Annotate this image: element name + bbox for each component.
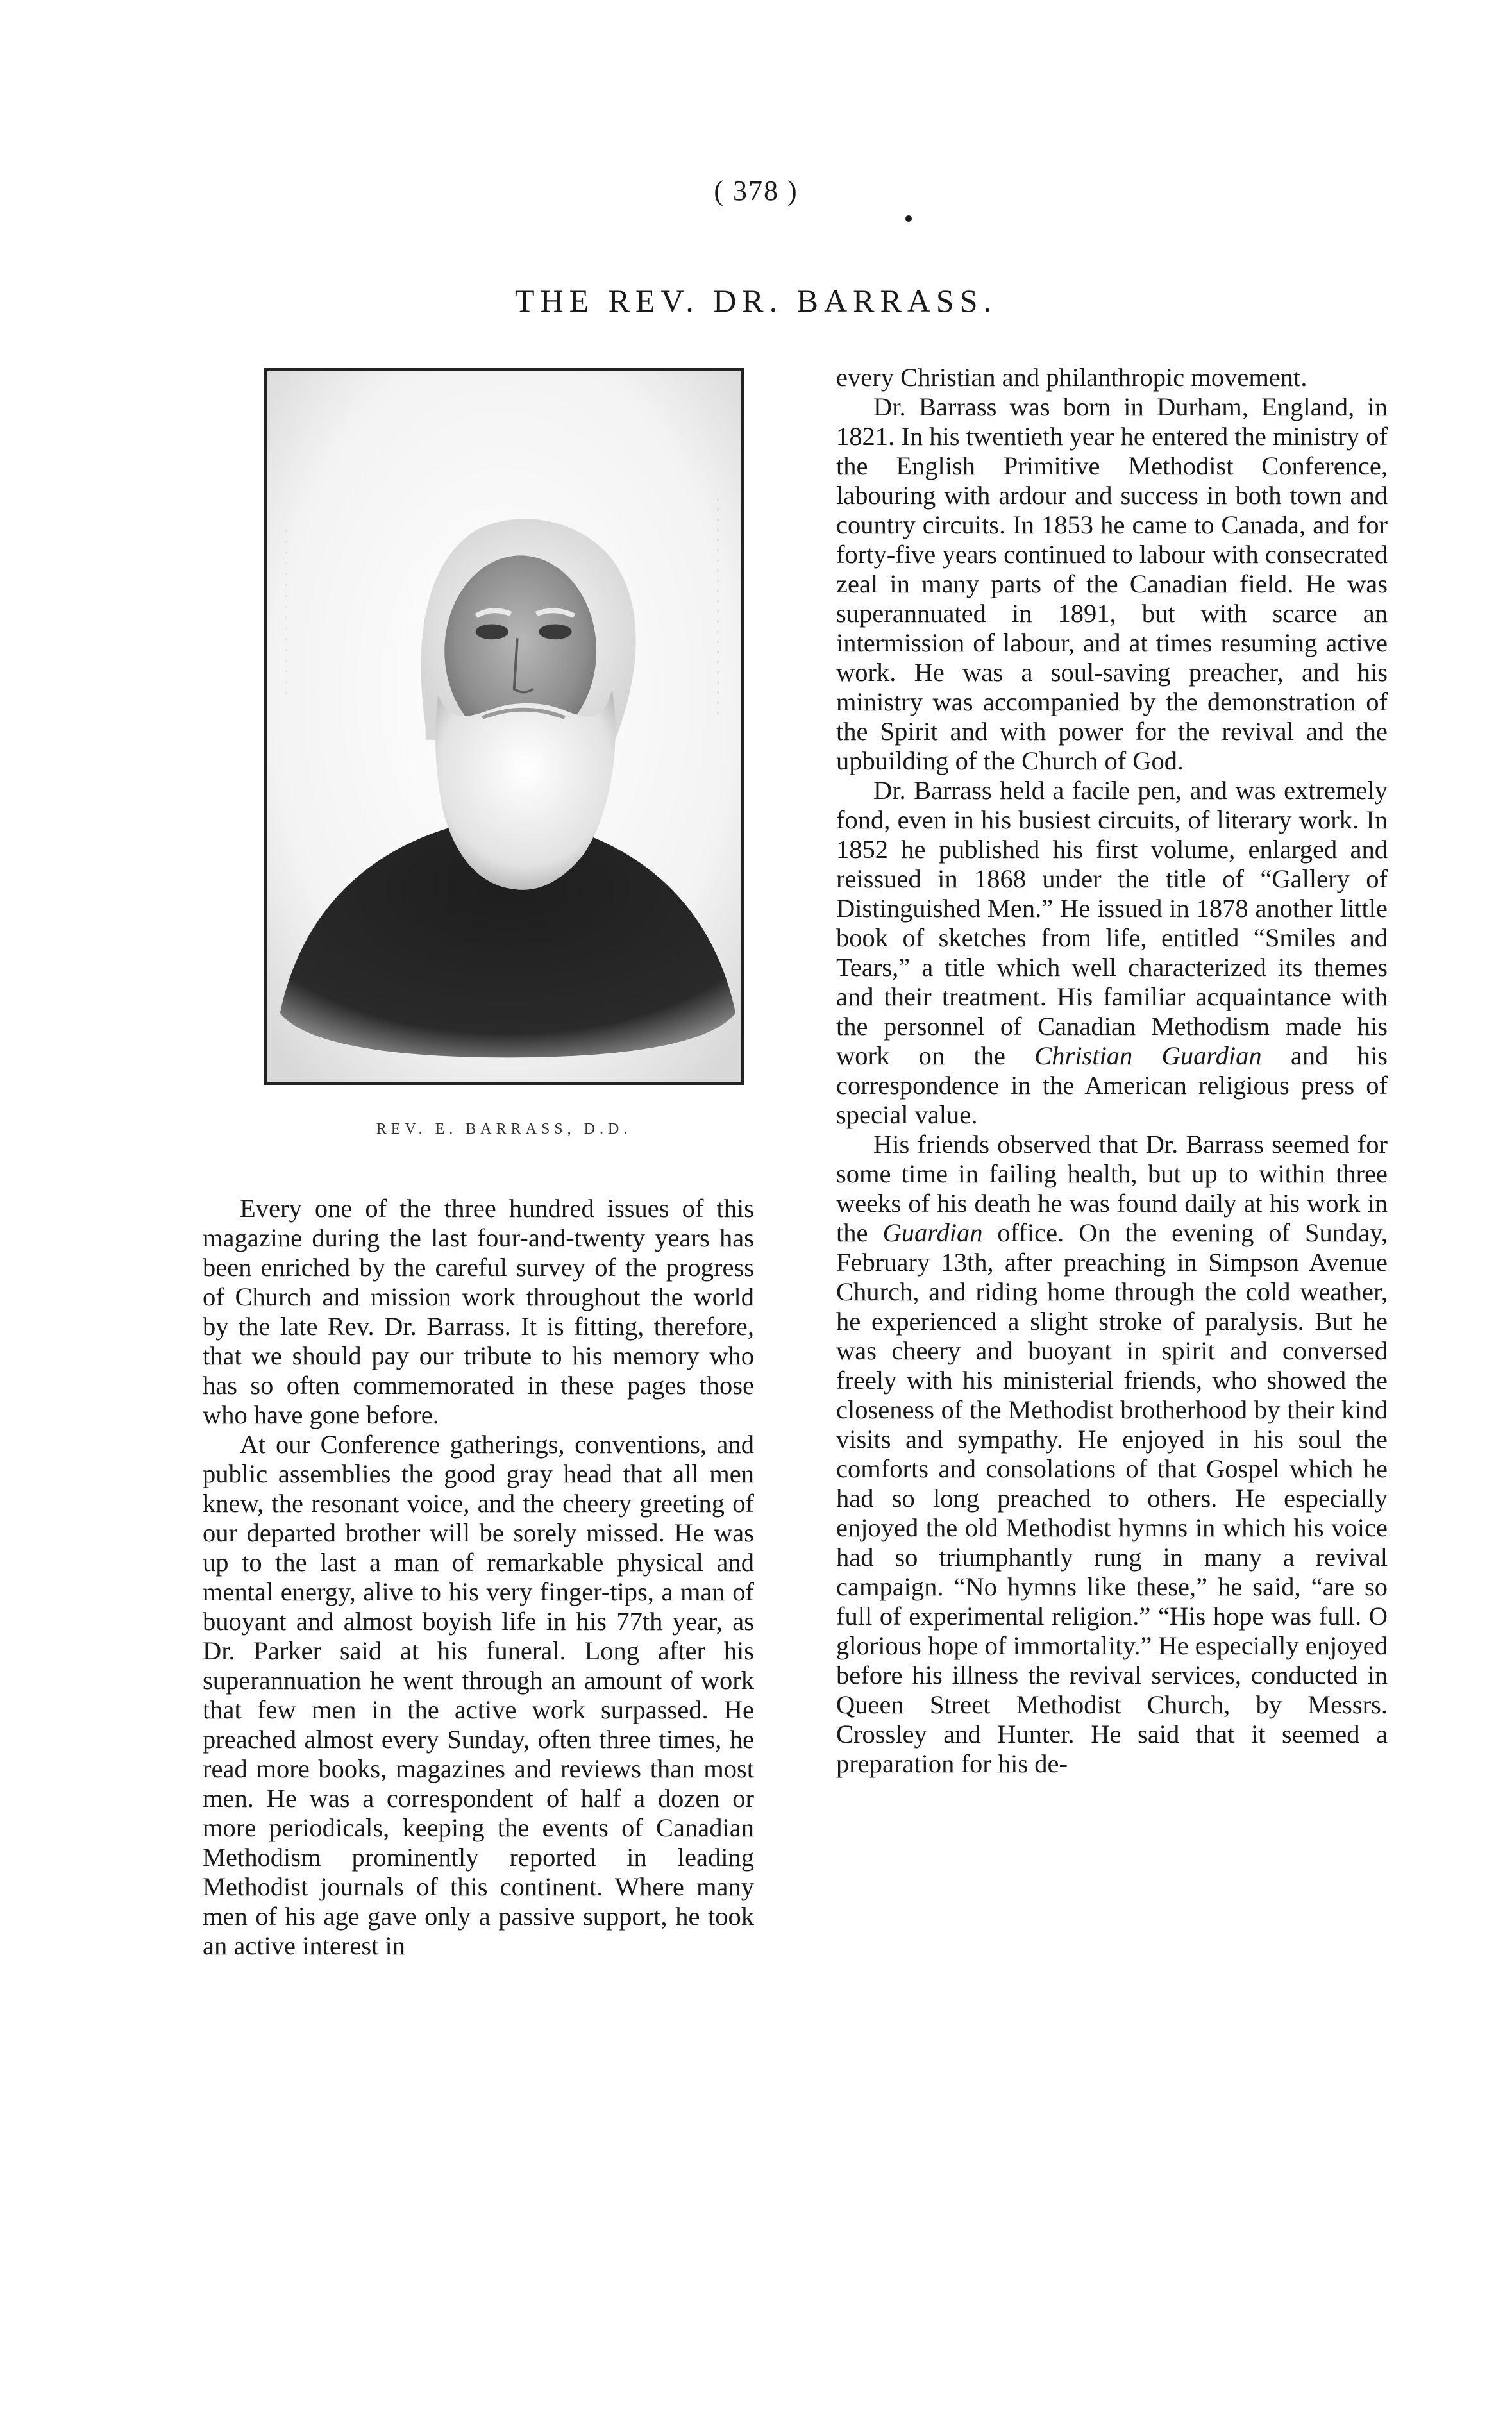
paragraph: Every one of the three hundred issues of this magazine during the last four-and-twenty years has been enriched by the careful survey of the progress of Church and mission work throughout the world by the late Rev. Dr. Barrass. It is fitting, therefore, that we should pay our tribute to his memory who has so often commemorated in these pages those who have gone before. (203, 1194, 754, 1429)
page-number: ( 378 ) (714, 175, 798, 206)
left-column (203, 1194, 754, 1961)
page-dot (905, 215, 912, 222)
publication-title: Guardian (882, 1218, 983, 1247)
paragraph-continued: every Christian and philanthropic movement. (836, 363, 1307, 392)
photo-caption: REV. E. BARRASS, D.D. (376, 1121, 632, 1137)
text-run: and his correspondence in the American religious press of special value. (836, 1041, 1388, 1129)
article-title: THE REV. DR. BARRASS. (514, 283, 998, 319)
text-run: His friends observed that Dr. Barrass seemed for some time in failing health, but up to within three weeks of his death he was found daily at his work in the (836, 1130, 1388, 1247)
portrait-photo (264, 368, 744, 1085)
text-run: Dr. Barrass held a facile pen, and was extremely fond, even in his busiest circuits, of literary work. In 1852 he published his first volume, enlarged and reissued in 1868 under the title of “Gallery of Distinguished Men.” He issued in 1878 another little book of sketches from life, entitled “Smiles and Tears,” a title which well characterized its themes and their treatment. His familiar acquaintance with the personnel of Canadian Methodism made his work on the (836, 776, 1388, 1070)
text-run: office. On the evening of Sunday, February 13th, after preaching in Simpson Avenue Church, and riding home through the cold weather, he experienced a slight stroke of paralysis. But he was cheery and buoyant in spirit and conversed freely with his ministerial friends, who showed the closeness of the Methodist brotherhood by their kind visits and sympathy. He enjoyed in his soul the comforts and consolations of that Gospel which he had so long preached to others. He especially enjoyed the old Methodist hymns in which his voice had so triumphantly rung in many a revival campaign. “No hymns like these,” he said, “are so full of experimental religion.” “His hope was full. O glorious hope of immortality.” He especially enjoyed before his illness the revival services, conducted in Queen Street Methodist Church, by Messrs. Crossley and Hunter. He said that it seemed a preparation for his de- (836, 1218, 1388, 1778)
paragraph: At our Conference gatherings, conventions, and public assemblies the good gray head that all men knew, the resonant voice, and the cheery greeting of our departed brother will be sorely missed. He was up to the last a man of remarkable physical and mental energy, alive to his very finger-tips, a man of buoyant and almost boyish life in his 77th year, as Dr. Parker said at his funeral. Long after his superannuation he went through an amount of work that few men in the active work surpassed. He preached almost every Sunday, often three times, he read more books, magazines and reviews than most men. He was a correspondent of half a dozen or more periodicals, keeping the events of Canadian Methodism prominently reported in leading Methodist journals of this continent. Where many men of his age gave only a passive support, he took an active interest in (203, 1430, 754, 1960)
right-column (836, 363, 1388, 1779)
publication-title: Christian Guardian (1034, 1041, 1262, 1070)
paragraph (836, 1130, 1388, 1779)
paragraph: Dr. Barrass was born in Durham, England, in 1821. In his twentieth year he entered the ministry of the English Primitive Methodist Conference, labouring with ardour and success in both town and country circuits. In 1853 he came to Canada, and for forty-five years continued to labour with consecrated zeal in many parts of the Canadian field. He was superannuated in 1891, but with scarce an intermission of labour, and at times resuming active work. He was a soul-saving preacher, and his ministry was accompanied by the demonstration of the Spirit and with power for the revival and the upbuilding of the Church of God. (836, 392, 1388, 775)
paragraph (836, 776, 1388, 1130)
